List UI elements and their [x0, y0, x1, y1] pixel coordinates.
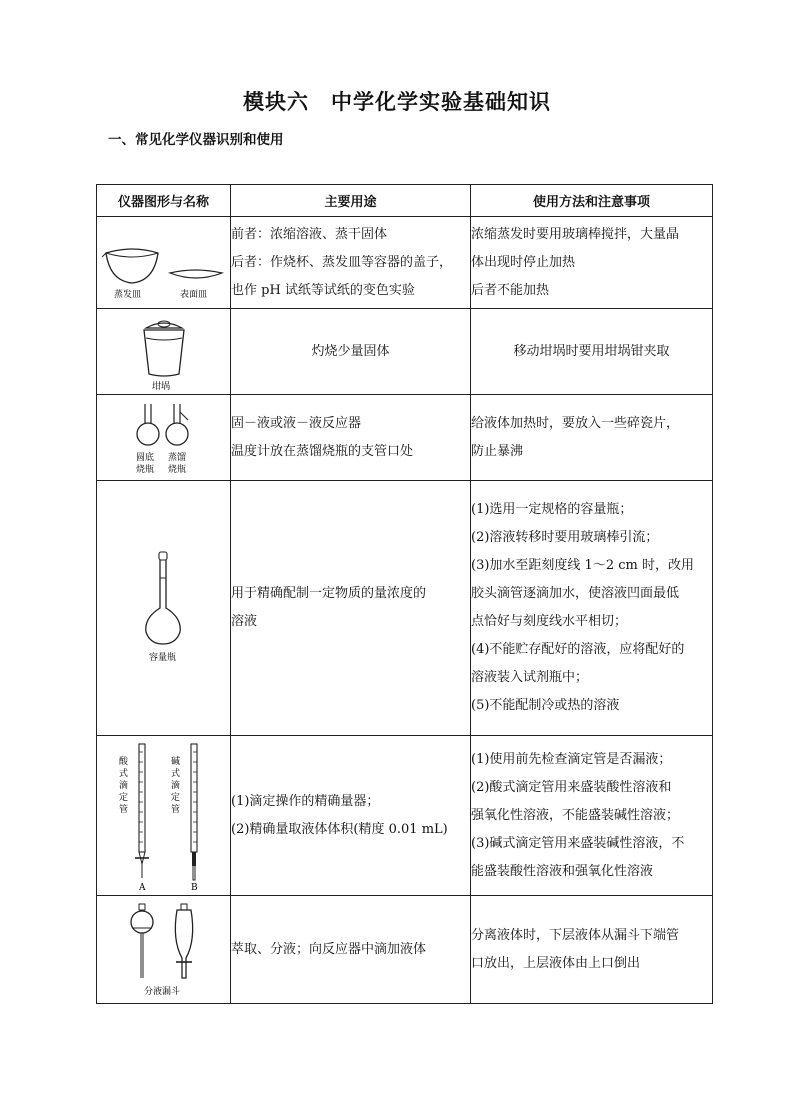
- figure-label: 烧瓶: [135, 464, 154, 475]
- figure-cell: [97, 736, 231, 896]
- notes-text: (2)溶液转移时要用玻璃棒引流；: [471, 530, 659, 545]
- notes-text: (5)不能配制冷或热的溶液: [471, 698, 620, 713]
- notes-cell: [471, 395, 713, 481]
- figure-cell: [97, 896, 231, 1004]
- page-title: 模块六 中学化学实验基础知识: [243, 90, 551, 114]
- notes-text: 体出现时停止加热: [471, 254, 576, 270]
- notes-text: (1)选用一定规格的容量瓶；: [471, 502, 633, 517]
- header-notes: 使用方法和注意事项: [471, 185, 713, 217]
- use-text: 前者：浓缩溶液、蒸干固体: [231, 226, 388, 242]
- use-text: (1)滴定操作的精确量器；: [231, 793, 380, 809]
- use-text: 溶液: [231, 614, 258, 629]
- figure-cell: [97, 481, 231, 736]
- notes-text: (3)加水至距刻度线 1～2 cm 时，改用: [471, 558, 694, 573]
- use-cell: [231, 395, 471, 481]
- burettes-figure: [109, 740, 219, 892]
- figure-label: 蒸馏: [167, 452, 186, 463]
- use-text: 用于精确配制一定物质的量浓度的: [231, 586, 427, 601]
- figure-label-acid-burette: 酸式滴定管: [118, 756, 128, 815]
- notes-text: (1)使用前先检查滴定管是否漏液；: [471, 751, 672, 767]
- flasks-figure: [124, 398, 204, 478]
- header-figure: 仪器图形与名称: [97, 185, 231, 217]
- notes-cell: [471, 481, 713, 736]
- notes-text: 分离液体时，下层液体从漏斗下端管: [471, 927, 680, 943]
- use-text: 温度计放在蒸馏烧瓶的支管口处: [231, 443, 414, 459]
- section-heading: 一、常见化学仪器识别和使用: [108, 132, 284, 148]
- figure-cell: [97, 309, 231, 395]
- notes-text: 防止暴沸: [471, 443, 524, 459]
- figure-label: 烧瓶: [167, 464, 186, 475]
- notes-text: 点恰好与刻度线水平相切；: [471, 614, 628, 629]
- evaporating-dish-watch-glass-figure: [100, 223, 228, 303]
- crucible-figure: [124, 312, 204, 392]
- notes-text: (3)碱式滴定管用来盛装碱性溶液，不: [471, 835, 685, 851]
- figure-label-volumetric-flask: 容量瓶: [148, 653, 176, 663]
- notes-text: (2)酸式滴定管用来盛装酸性溶液和: [471, 779, 672, 795]
- notes-cell: [471, 736, 713, 896]
- notes-text: 溶液装入试剂瓶中；: [471, 670, 589, 685]
- instrument-table: [96, 184, 713, 1004]
- table-row: [97, 309, 713, 395]
- notes-text: 强氧化性溶液，不能盛装碱性溶液；: [471, 807, 680, 823]
- table-row: [97, 217, 713, 309]
- table-row: [97, 395, 713, 481]
- use-text: 固－液或液－液反应器: [231, 415, 362, 431]
- use-cell: [231, 309, 471, 395]
- use-cell: [231, 481, 471, 736]
- separatory-funnel-figure: [114, 900, 214, 1000]
- table-row: [97, 896, 713, 1004]
- figure-label-separatory-funnel: 分液漏斗: [143, 986, 180, 997]
- notes-text: (4)不能贮存配好的溶液，应将配好的: [471, 642, 685, 657]
- notes-cell: [471, 896, 713, 1004]
- use-text: (2)精确量取液体体积(精度 0.01 mL): [231, 821, 448, 837]
- figure-label-watch-glass: 表面皿: [179, 289, 207, 300]
- use-text: 灼烧少量固体: [311, 343, 390, 359]
- figure-label-crucible: 坩埚: [151, 381, 170, 392]
- use-cell: [231, 217, 471, 309]
- figure-label: 圆底: [135, 452, 154, 463]
- notes-text: 浓缩蒸发时要用玻璃棒搅拌，大量晶: [471, 226, 680, 242]
- table-row: [97, 481, 713, 736]
- figure-cell: [97, 395, 231, 481]
- notes-text: 给液体加热时，要放入一些碎瓷片，: [471, 415, 680, 431]
- figure-label-base-burette: 碱式滴定管: [170, 756, 180, 815]
- use-text: 萃取、分液；向反应器中滴加液体: [231, 941, 427, 957]
- use-text: 后者：作烧杯、蒸发皿等容器的盖子，: [231, 254, 453, 270]
- notes-text: 胶头滴管逐滴加水，使溶液凹面最低: [471, 586, 680, 601]
- use-cell: [231, 896, 471, 1004]
- use-text: 也作 pH 试纸等试纸的变色实验: [231, 282, 415, 298]
- header-use: 主要用途: [231, 185, 471, 217]
- figure-label-a: A: [138, 882, 145, 892]
- notes-text: 后者不能加热: [471, 282, 550, 298]
- figure-label-evaporating-dish: 蒸发皿: [113, 289, 141, 300]
- notes-cell: [471, 309, 713, 395]
- table-header-row: [97, 185, 713, 217]
- figure-label-b: B: [190, 882, 198, 892]
- notes-text: 移动坩埚时要用坩埚钳夹取: [513, 343, 670, 359]
- notes-cell: [471, 217, 713, 309]
- figure-cell: [97, 217, 231, 309]
- notes-text: 口放出，上层液体由上口倒出: [471, 955, 641, 971]
- notes-text: 能盛装酸性溶液和强氧化性溶液: [471, 863, 654, 879]
- volumetric-flask-figure: [124, 548, 204, 668]
- table-row: [97, 736, 713, 896]
- use-cell: [231, 736, 471, 896]
